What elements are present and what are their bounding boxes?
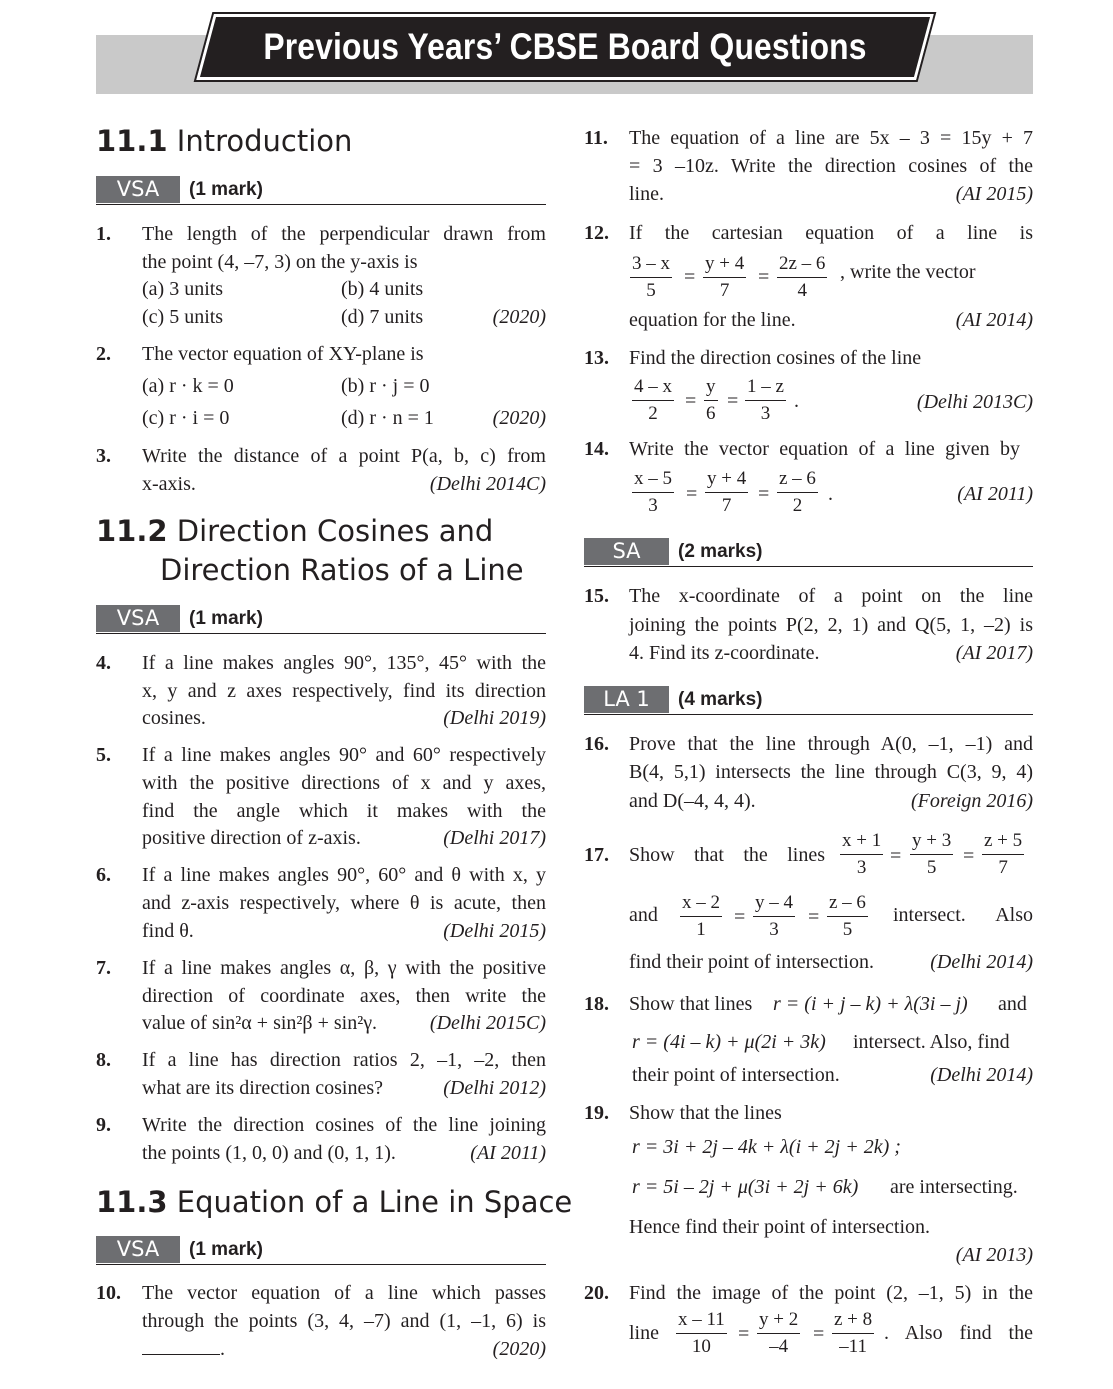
question-number: 16. xyxy=(584,733,609,755)
question-text: their point of intersection. xyxy=(632,1064,840,1086)
fraction: $\frac{z - 6}{2}$ xyxy=(779,468,816,516)
equals-sign: = xyxy=(808,906,820,928)
question-text: If a line makes angles 90° and 60° respectively xyxy=(142,744,546,766)
question-source: (Delhi 2015C) xyxy=(429,1012,546,1034)
marks-tag: VSA xyxy=(96,176,180,203)
question-text: If a line makes angles α, β, γ with the positive xyxy=(142,957,546,979)
question-text: equation for the line. xyxy=(629,309,796,331)
option-a: (a) 3 units xyxy=(142,278,224,300)
question-number: 19. xyxy=(584,1102,609,1124)
question-text: = 3 –10z. Write the direction cosines of the xyxy=(629,155,1033,177)
marks-label: (1 mark) xyxy=(189,608,263,629)
question-text: direction of coordinate axes, then write the xyxy=(142,985,546,1007)
question-text: 4. Find its z-coordinate. xyxy=(629,642,820,664)
question-text: the points (1, 0, 0) and (0, 1, 1). xyxy=(142,1142,396,1164)
vector-equation: r = (4i – k) + μ(2i + 3k) xyxy=(632,1031,826,1053)
section-title-continued: Direction Ratios of a Line xyxy=(160,553,524,587)
vector-equation: r = (i + j – k) + λ(3i – j) xyxy=(773,993,968,1015)
option-b: (b) r · j = 0 xyxy=(341,375,430,397)
marks-tag: SA xyxy=(584,538,669,565)
marks-bar-vsa xyxy=(96,604,546,634)
question-source: (AI 2017) xyxy=(955,642,1033,664)
question-text: through the points (3, 4, –7) and (1, –1, 6) is xyxy=(142,1310,546,1332)
fraction: $\frac{y + 4}{7}$ xyxy=(705,253,745,301)
question-text: Write the vector equation of a line given by xyxy=(629,438,1020,460)
equals-sign: = xyxy=(963,845,975,867)
question-source: (Delhi 2012) xyxy=(443,1077,546,1099)
question-number: 2. xyxy=(96,343,111,365)
fraction: $\frac{y + 2}{-4}$ xyxy=(759,1309,799,1357)
question-number: 3. xyxy=(96,445,111,467)
question-text: and xyxy=(629,904,658,926)
question-source: (2020) xyxy=(492,407,546,429)
question-source: (AI 2014) xyxy=(955,309,1033,331)
question-text: positive direction of z-axis. xyxy=(142,827,361,849)
fraction: $\frac{x - 2}{1}$ xyxy=(682,892,720,940)
option-d: (d) 7 units xyxy=(341,306,424,328)
marks-tag: LA 1 xyxy=(584,686,669,713)
section-title: Equation of a Line in Space xyxy=(176,1185,573,1219)
question-text: B(4, 5,1) intersects the line through C(3, 9, 4) xyxy=(629,761,1033,783)
fraction: $\frac{z + 5}{7}$ xyxy=(984,830,1023,878)
question-source: (Delhi 2017) xyxy=(443,827,546,849)
question-text: value of sin²α + sin²β + sin²γ. xyxy=(142,1012,378,1034)
question-number: 6. xyxy=(96,864,111,886)
question-text: Write the distance of a point P(a, b, c) from xyxy=(142,445,546,467)
equals-sign: = xyxy=(686,483,698,505)
question-text: with the positive directions of x and y axes, xyxy=(142,772,546,794)
blank-line xyxy=(142,1339,220,1355)
question-number: 12. xyxy=(584,222,609,244)
option-d: (d) r · n = 1 xyxy=(341,407,434,429)
question-number: 4. xyxy=(96,652,111,674)
question-source: (Delhi 2015) xyxy=(443,920,546,942)
marks-tag: VSA xyxy=(96,1236,180,1263)
question-number: 20. xyxy=(584,1282,609,1304)
question-text: line xyxy=(629,1322,659,1344)
question-text: The vector equation of XY-plane is xyxy=(142,343,424,365)
fraction: $\frac{3 - x}{5}$ xyxy=(632,253,670,301)
equals-sign: = xyxy=(890,845,902,867)
question-number: 9. xyxy=(96,1114,111,1136)
question-text: the point (4, –7, 3) on the y-axis is xyxy=(142,251,418,273)
fraction: $\frac{4 - x}{2}$ xyxy=(634,376,672,424)
equals-sign: = xyxy=(738,1323,750,1345)
period: . xyxy=(828,483,833,505)
question-number: 17. xyxy=(584,844,609,866)
question-text: and D(–4, 4, 4). xyxy=(629,790,756,812)
question-source: (Delhi 2019) xyxy=(443,707,546,729)
section-heading-11-1 xyxy=(96,122,352,161)
question-text: find θ. xyxy=(142,920,194,942)
question-text: are intersecting. xyxy=(890,1176,1018,1198)
question-text: x-axis. xyxy=(142,473,196,495)
period: . xyxy=(794,390,799,412)
equals-sign: = xyxy=(684,266,696,288)
section-title: Direction Cosines and xyxy=(176,514,494,548)
question-text: x, y and z axes respectively, find its direction xyxy=(142,680,546,702)
equals-sign: = xyxy=(685,390,697,412)
question-text: joining the points P(2, 2, 1) and Q(5, 1, –2) is xyxy=(629,614,1033,636)
question-text: The x-coordinate of a point on the line xyxy=(629,585,1033,607)
fraction: $\frac{2z - 6}{4}$ xyxy=(779,253,826,301)
question-text: Hence find their point of intersection. xyxy=(629,1216,931,1238)
marks-label: (4 marks) xyxy=(678,689,763,710)
section-heading-11-3 xyxy=(96,1183,572,1222)
equals-sign: = xyxy=(734,906,746,928)
page-title: Previous Years’ CBSE Board Questions xyxy=(263,26,867,67)
question-text: If the cartesian equation of a line is xyxy=(629,222,1033,244)
fraction: $\frac{x + 1}{3}$ xyxy=(842,830,882,878)
question-text: , write the vector xyxy=(840,261,976,283)
question-text: . Also find the xyxy=(884,1322,1033,1344)
question-text: Show that the lines xyxy=(629,1102,782,1124)
question-text: and z-axis respectively, where θ is acute, then xyxy=(142,892,546,914)
equals-sign: = xyxy=(758,266,770,288)
section-heading-11-2 xyxy=(96,512,493,551)
marks-bar-sa xyxy=(584,537,1033,567)
question-source: (AI 2011) xyxy=(470,1142,546,1164)
question-text: Find the direction cosines of the line xyxy=(629,347,922,369)
fraction: $\frac{x - 11}{10}$ xyxy=(678,1309,725,1357)
question-number: 8. xyxy=(96,1049,111,1071)
marks-bar-la1 xyxy=(584,685,1033,715)
question-source: (Delhi 2013C) xyxy=(916,391,1033,413)
question-source: (AI 2015) xyxy=(955,183,1033,205)
question-number: 13. xyxy=(584,347,609,369)
equals-sign: = xyxy=(758,483,770,505)
question-text: The equation of a line are 5x – 3 = 15y + 7 xyxy=(629,127,1033,149)
marks-label: (2 marks) xyxy=(678,541,763,562)
question-text: Write the direction cosines of the line joining xyxy=(142,1114,546,1136)
question-text: what are its direction cosines? xyxy=(142,1077,384,1099)
question-source: (2020) xyxy=(492,306,546,328)
question-text: intersect. Also, find xyxy=(853,1031,1010,1053)
marks-label: (1 mark) xyxy=(189,1239,263,1260)
vector-equation: r = 5i – 2j + μ(3i + 2j + 6k) xyxy=(632,1176,859,1198)
fraction: $\frac{z + 8}{-11}$ xyxy=(834,1309,873,1357)
question-number: 1. xyxy=(96,223,111,245)
question-text: Find the image of the point (2, –1, 5) in the xyxy=(629,1282,1033,1304)
question-text: If a line has direction ratios 2, –1, –2, then xyxy=(142,1049,546,1071)
equals-sign: = xyxy=(813,1323,825,1345)
equals-sign: = xyxy=(727,390,739,412)
question-text: intersect. Also xyxy=(893,904,1033,926)
option-c: (c) 5 units xyxy=(142,306,224,328)
question-text: If a line makes angles 90°, 60° and θ with x, y xyxy=(142,864,546,886)
question-number: 10. xyxy=(96,1282,121,1304)
fraction: $\frac{z - 6}{5}$ xyxy=(829,892,866,940)
marks-bar-vsa xyxy=(96,175,546,205)
question-source: (Delhi 2014) xyxy=(930,1064,1033,1086)
question-text: If a line makes angles 90°, 135°, 45° with the xyxy=(142,652,546,674)
question-number: 15. xyxy=(584,585,609,607)
marks-label: (1 mark) xyxy=(189,179,263,200)
option-a: (a) r · k = 0 xyxy=(142,375,234,397)
marks-tag: VSA xyxy=(96,605,180,632)
question-source: (2020) xyxy=(492,1338,546,1360)
question-text: cosines. xyxy=(142,707,206,729)
fraction: $\frac{y + 3}{5}$ xyxy=(912,830,952,878)
question-number: 7. xyxy=(96,957,111,979)
fraction: $\frac{1 - z}{3}$ xyxy=(747,376,784,424)
fraction: $\frac{y}{6}$ xyxy=(706,376,716,424)
vector-equation: r = 3i + 2j – 4k + λ(i + 2j + 2k) ; xyxy=(632,1136,901,1158)
question-source: (AI 2011) xyxy=(957,483,1033,505)
section-title: Introduction xyxy=(176,124,353,158)
question-source: (Delhi 2014C) xyxy=(429,473,546,495)
section-number: 11.3 xyxy=(96,1185,168,1219)
section-number: 11.2 xyxy=(96,514,168,548)
question-number: 11. xyxy=(584,127,608,149)
fraction: $\frac{x - 5}{3}$ xyxy=(634,468,672,516)
question-text: Show that the lines xyxy=(629,844,825,866)
option-c: (c) r · i = 0 xyxy=(142,407,230,429)
question-source: (Delhi 2014) xyxy=(930,951,1033,973)
option-b: (b) 4 units xyxy=(341,278,424,300)
question-text: Prove that the line through A(0, –1, –1) and xyxy=(629,733,1033,755)
question-text: line. xyxy=(629,183,664,205)
question-number: 18. xyxy=(584,993,609,1015)
question-text: and xyxy=(998,993,1027,1015)
question-text: The length of the perpendicular drawn from xyxy=(142,223,546,245)
marks-bar-vsa xyxy=(96,1235,546,1265)
section-number: 11.1 xyxy=(96,124,168,158)
question-text: The vector equation of a line which passes xyxy=(142,1282,546,1304)
question-source: (Foreign 2016) xyxy=(910,790,1033,812)
question-text: Show that lines xyxy=(629,993,753,1015)
question-number: 14. xyxy=(584,438,609,460)
question-number: 5. xyxy=(96,744,111,766)
question-text: find the angle which it makes with the xyxy=(142,800,546,822)
fill-blank: . xyxy=(142,1335,225,1363)
fraction: $\frac{y - 4}{3}$ xyxy=(755,892,793,940)
question-text: find their point of intersection. xyxy=(629,951,874,973)
fraction: $\frac{y + 4}{7}$ xyxy=(707,468,747,516)
question-source: (AI 2013) xyxy=(955,1244,1033,1266)
